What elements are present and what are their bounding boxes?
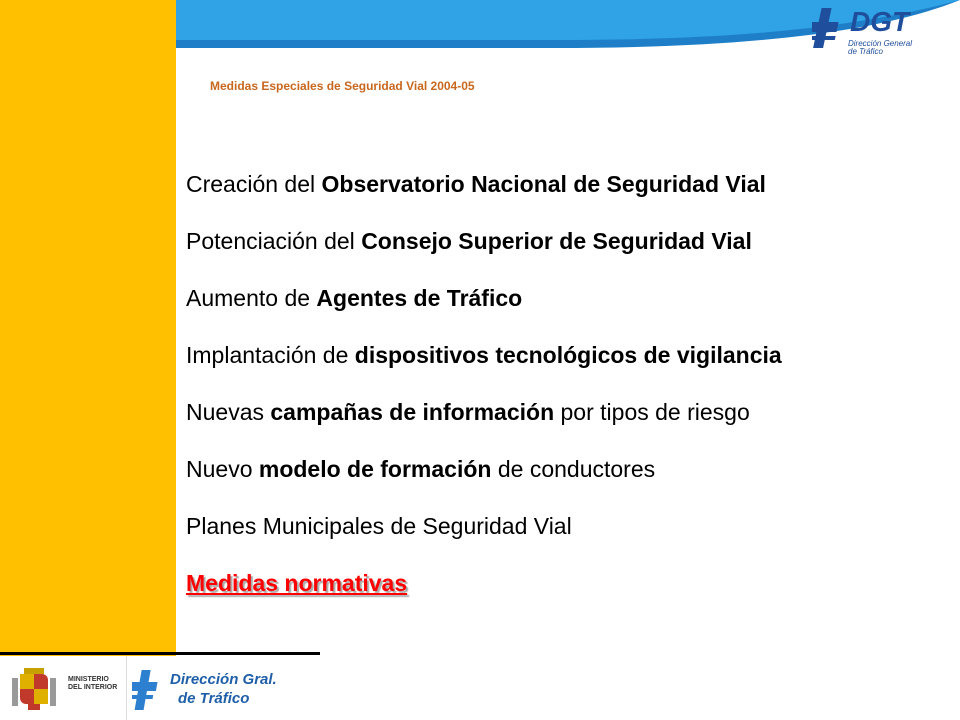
dgt-footer-line1: Dirección Gral. bbox=[170, 671, 277, 688]
list-item bbox=[186, 510, 782, 567]
measures-list bbox=[186, 168, 782, 624]
item-text: Creación del bbox=[186, 171, 322, 197]
item-bold-text: Agentes de Tráfico bbox=[316, 285, 523, 311]
list-item bbox=[186, 225, 782, 282]
item-text: Planes Municipales de Seguridad Vial bbox=[186, 513, 572, 539]
item-bold-text: dispositivos tecnológicos de vigilancia bbox=[354, 342, 782, 368]
ministerio-line2: DEL INTERIOR bbox=[68, 684, 118, 691]
dgt-logo-subtext bbox=[848, 40, 912, 56]
dgt-footer-line2: de Tráfico bbox=[178, 690, 250, 707]
item-text: Aumento de bbox=[186, 285, 317, 311]
item-bold-text: Observatorio Nacional de Seguridad Vial bbox=[321, 171, 766, 197]
dgt-logo-text: DGT bbox=[850, 6, 910, 37]
ministerio-label bbox=[68, 676, 117, 692]
dgt-logo-line2: de Tráfico bbox=[848, 47, 883, 56]
highlight-link-medidas-normativas[interactable]: Medidas normativas bbox=[186, 570, 408, 596]
dgt-footer-text bbox=[170, 670, 277, 708]
list-item bbox=[186, 339, 782, 396]
footer-divider bbox=[0, 652, 320, 655]
ministerio-line1: MINISTERIO bbox=[68, 676, 109, 683]
item-bold-text: campañas de información bbox=[270, 399, 555, 425]
dgt-footer-cross-icon bbox=[132, 668, 162, 712]
slide-subtitle: Medidas Especiales de Seguridad Vial 2004-05 bbox=[210, 79, 475, 93]
list-item bbox=[186, 396, 782, 453]
item-bold-text: Consejo Superior de Seguridad Vial bbox=[361, 228, 752, 254]
left-sidebar-bar bbox=[0, 0, 176, 720]
item-text: Implantación de bbox=[186, 342, 355, 368]
item-bold-text: modelo de formación bbox=[258, 456, 492, 482]
item-text: de conductores bbox=[491, 456, 656, 482]
coat-of-arms-icon bbox=[10, 664, 58, 714]
list-item bbox=[186, 453, 782, 510]
item-text: Nuevo bbox=[186, 456, 259, 482]
list-item bbox=[186, 282, 782, 339]
list-item bbox=[186, 168, 782, 225]
dgt-logo-line1: Dirección General bbox=[848, 39, 913, 48]
item-text: por tipos de riesgo bbox=[554, 399, 750, 425]
item-text: Nuevas bbox=[186, 399, 271, 425]
item-text: Potenciación del bbox=[186, 228, 362, 254]
